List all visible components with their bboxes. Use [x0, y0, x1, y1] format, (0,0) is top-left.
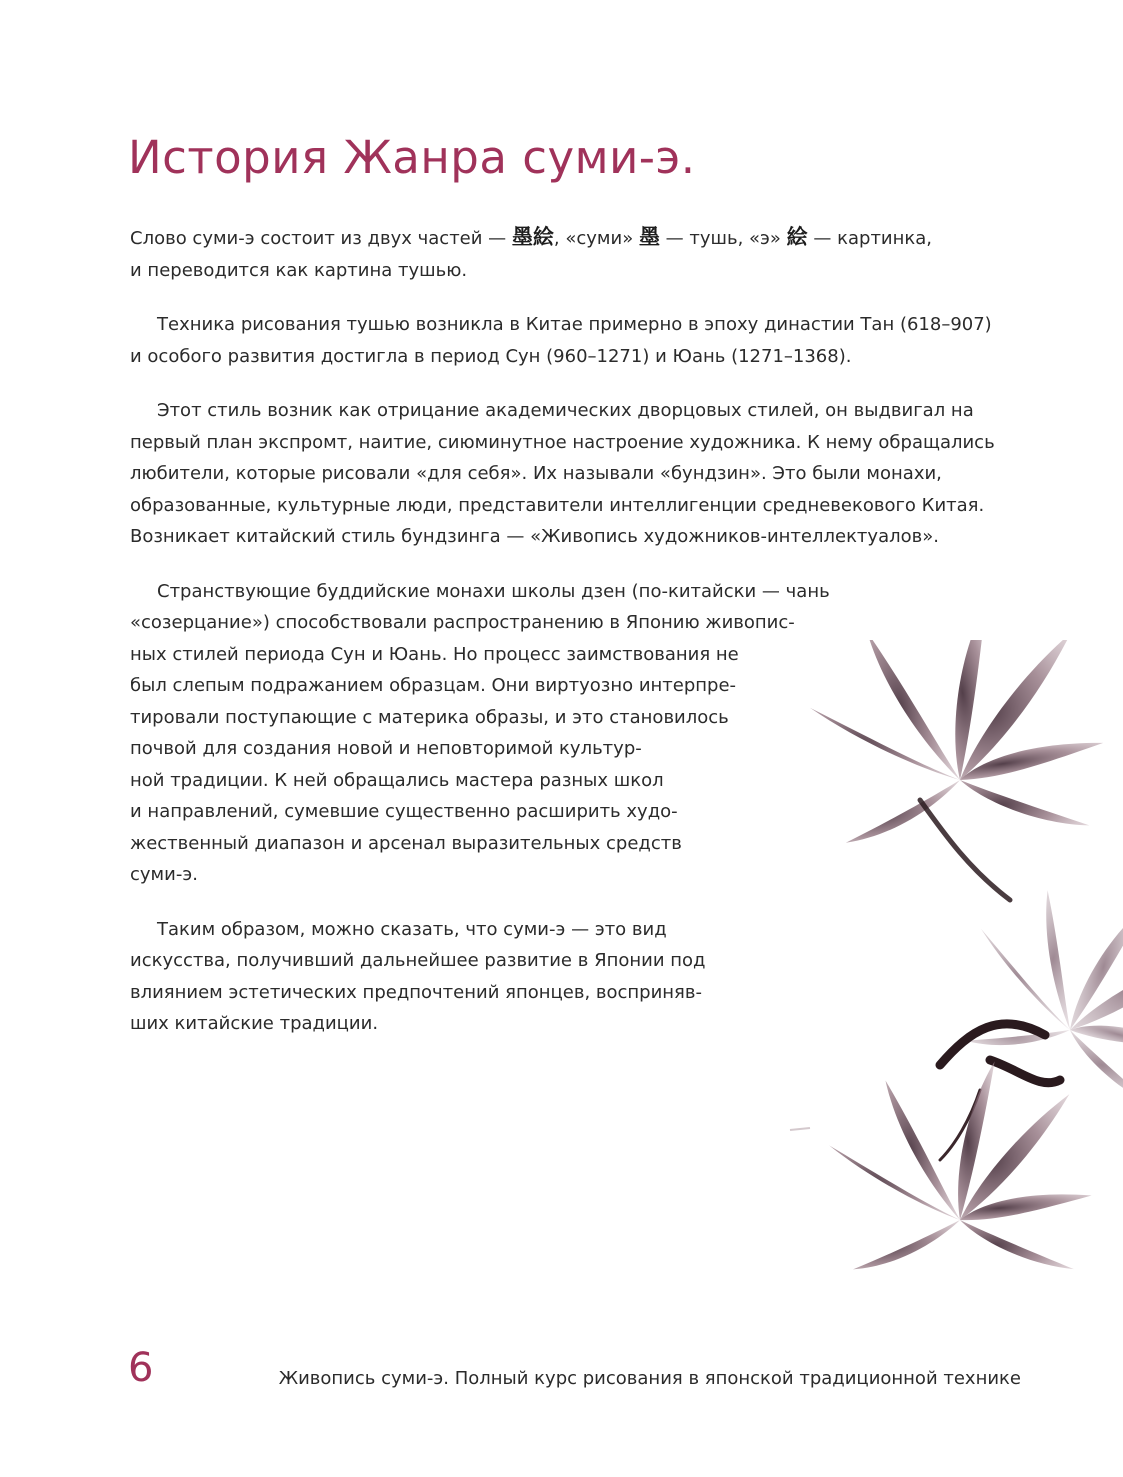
page-title: История Жанра суми-э.	[128, 131, 696, 184]
paragraph-line: суми-э.	[130, 864, 198, 885]
paragraph-line: и переводится как картина тушью.	[130, 259, 468, 281]
branch-stroke	[920, 800, 1010, 900]
paragraph-line: был слепым подражанием образцам. Они виртуозно интерпре-	[130, 675, 737, 696]
paragraph-line: любители, которые рисовали «для себя». Их называли «бундзин». Это были монахи,	[130, 463, 942, 484]
kanji-sumie: 墨絵	[511, 225, 554, 249]
maple-leaves-illustration	[770, 640, 1123, 1340]
paragraph-line: влиянием эстетических предпочтений японцев, восприняв-	[130, 981, 702, 1003]
paragraph-line: и особого развития достигла в период Сун (960–1271) и Юань (1271–1368).	[130, 345, 852, 367]
paragraph-line: образованные, культурные люди, представители интеллигенции средневекового Китая.	[130, 494, 985, 516]
paragraph-line: почвой для создания новой и неповторимой культур-	[130, 738, 642, 759]
paragraph-line: и направлений, сумевшие существенно расширить худо-	[130, 801, 678, 822]
text-span: — картинка,	[807, 228, 933, 249]
running-footer: Живопись суми-э. Полный курс рисования в японской традиционной технике	[278, 1368, 1021, 1389]
page-number: 6	[128, 1345, 154, 1391]
branch-main	[940, 1024, 1060, 1083]
paragraph-line: Техника рисования тушью возникла в Китае примерно в эпоху династии Тан (618–907)	[157, 314, 992, 335]
kanji-sumi: 墨	[638, 225, 660, 249]
maple-leaf-bottom	[824, 1055, 1097, 1285]
paragraph-line: ной традиции. К ней обращались мастера разных школ	[130, 769, 664, 791]
text-span: , «суми»	[553, 228, 639, 249]
paragraph-line: Странствующие буддийские монахи школы дзен (по-китайски — чань	[157, 580, 830, 602]
paragraph-line: Возникает китайский стиль бундзинга — «Живопись художников-интеллектуалов».	[130, 526, 939, 547]
paragraph-bunjin	[130, 395, 1010, 553]
paragraph-line: жественный диапазон и арсенал выразительных средств	[130, 832, 682, 854]
paragraph-line: «созерцание») способствовали распространению в Японию живопис-	[130, 612, 795, 633]
kanji-e: 絵	[786, 225, 808, 249]
paragraph-line: тировали поступающие с материка образы, и это становилось	[130, 706, 729, 728]
text-span: Слово суми-э состоит из двух частей —	[130, 228, 512, 249]
maple-leaf-middle	[948, 866, 1123, 1110]
paragraph-line: ших китайские традиции.	[130, 1013, 379, 1034]
paragraph-line: ных стилей периода Сун и Юань. Но процесс заимствования не	[130, 643, 739, 665]
paragraph-line: Таким образом, можно сказать, что суми-э — это вид	[157, 918, 667, 940]
ink-speck	[790, 1128, 810, 1130]
text-span: — тушь, «э»	[659, 228, 787, 249]
paragraph-line	[130, 222, 1010, 255]
paragraph-line: искусства, получивший дальнейшее развитие в Японии под	[130, 950, 706, 971]
paragraph-origin	[130, 309, 1010, 372]
paragraph-line: Этот стиль возник как отрицание академических дворцовых стилей, он выдвигал на	[157, 400, 974, 421]
maple-leaf-top	[799, 640, 1115, 862]
paragraph-intro	[130, 222, 1010, 286]
paragraph-line: первый план экспромт, наитие, сиюминутное настроение художника. К нему обращались	[130, 431, 995, 453]
